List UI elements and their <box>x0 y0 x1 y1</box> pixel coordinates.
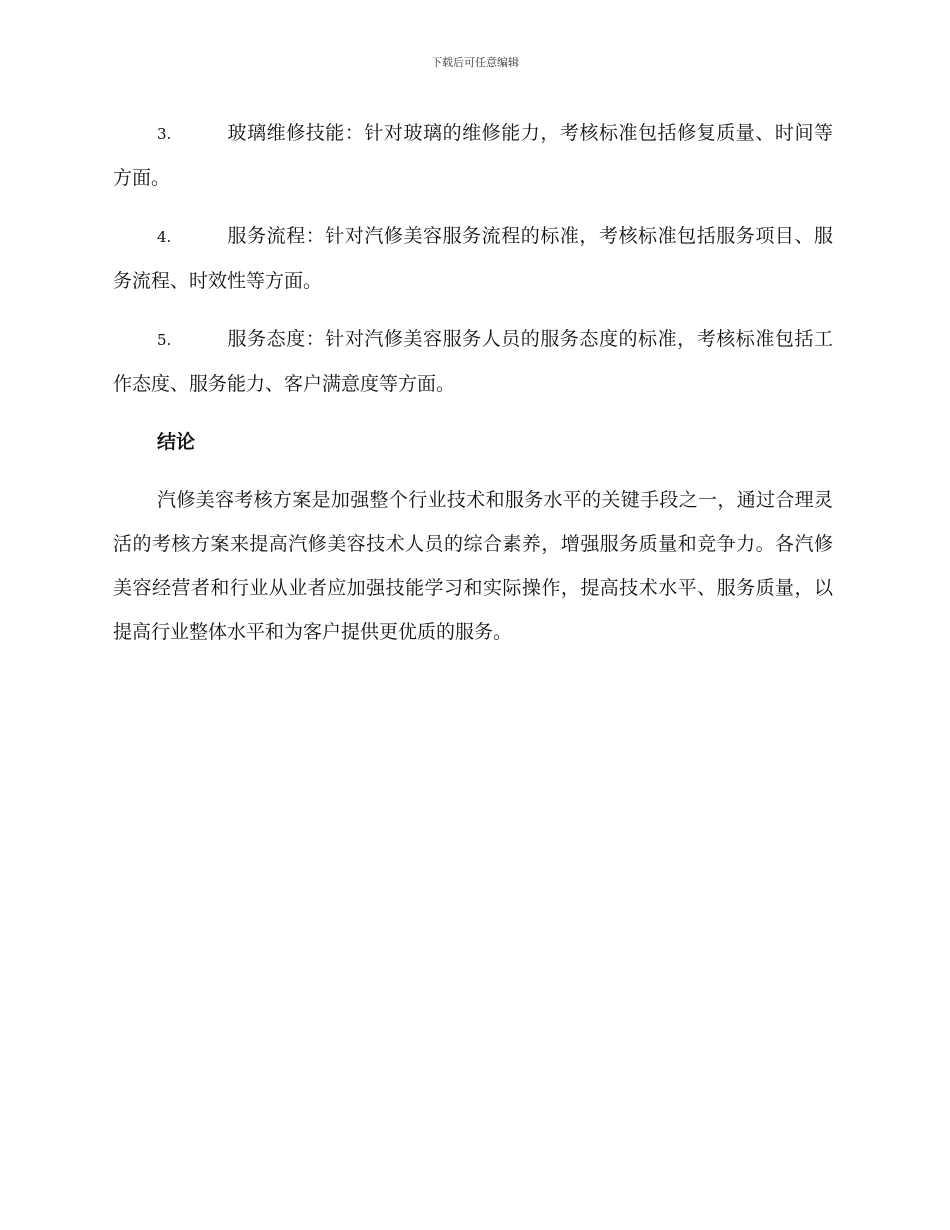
list-item-number: 4. <box>157 228 172 246</box>
list-item-number: 5. <box>157 331 172 349</box>
list-item-number: 3. <box>157 125 172 143</box>
list-item <box>113 317 833 406</box>
document-body <box>113 111 833 654</box>
list-item <box>113 111 833 200</box>
list-item-text: 服务流程：针对汽修美容服务流程的标准，考核标准包括服务项目、服务流程、时效性等方面。 <box>113 225 833 292</box>
list-item-text: 玻璃维修技能：针对玻璃的维修能力，考核标准包括修复质量、时间等方面。 <box>113 122 833 189</box>
conclusion-paragraph: 汽修美容考核方案是加强整个行业技术和服务水平的关键手段之一，通过合理灵活的考核方案来提高汽修美容技术人员的综合素养，增强服务质量和竞争力。各汽修美容经营者和行业从业者应加强技能学习和实际操作，提高技术水平、服务质量，以提高行业整体水平和为客户提供更优质的服务。 <box>113 489 833 643</box>
list-item <box>113 214 833 303</box>
page-header: 下载后可任意编辑 <box>431 56 519 69</box>
section-heading: 结论 <box>157 431 196 453</box>
list-item-text: 服务态度：针对汽修美容服务人员的服务态度的标准，考核标准包括工作态度、服务能力、客户满意度等方面。 <box>113 328 833 395</box>
